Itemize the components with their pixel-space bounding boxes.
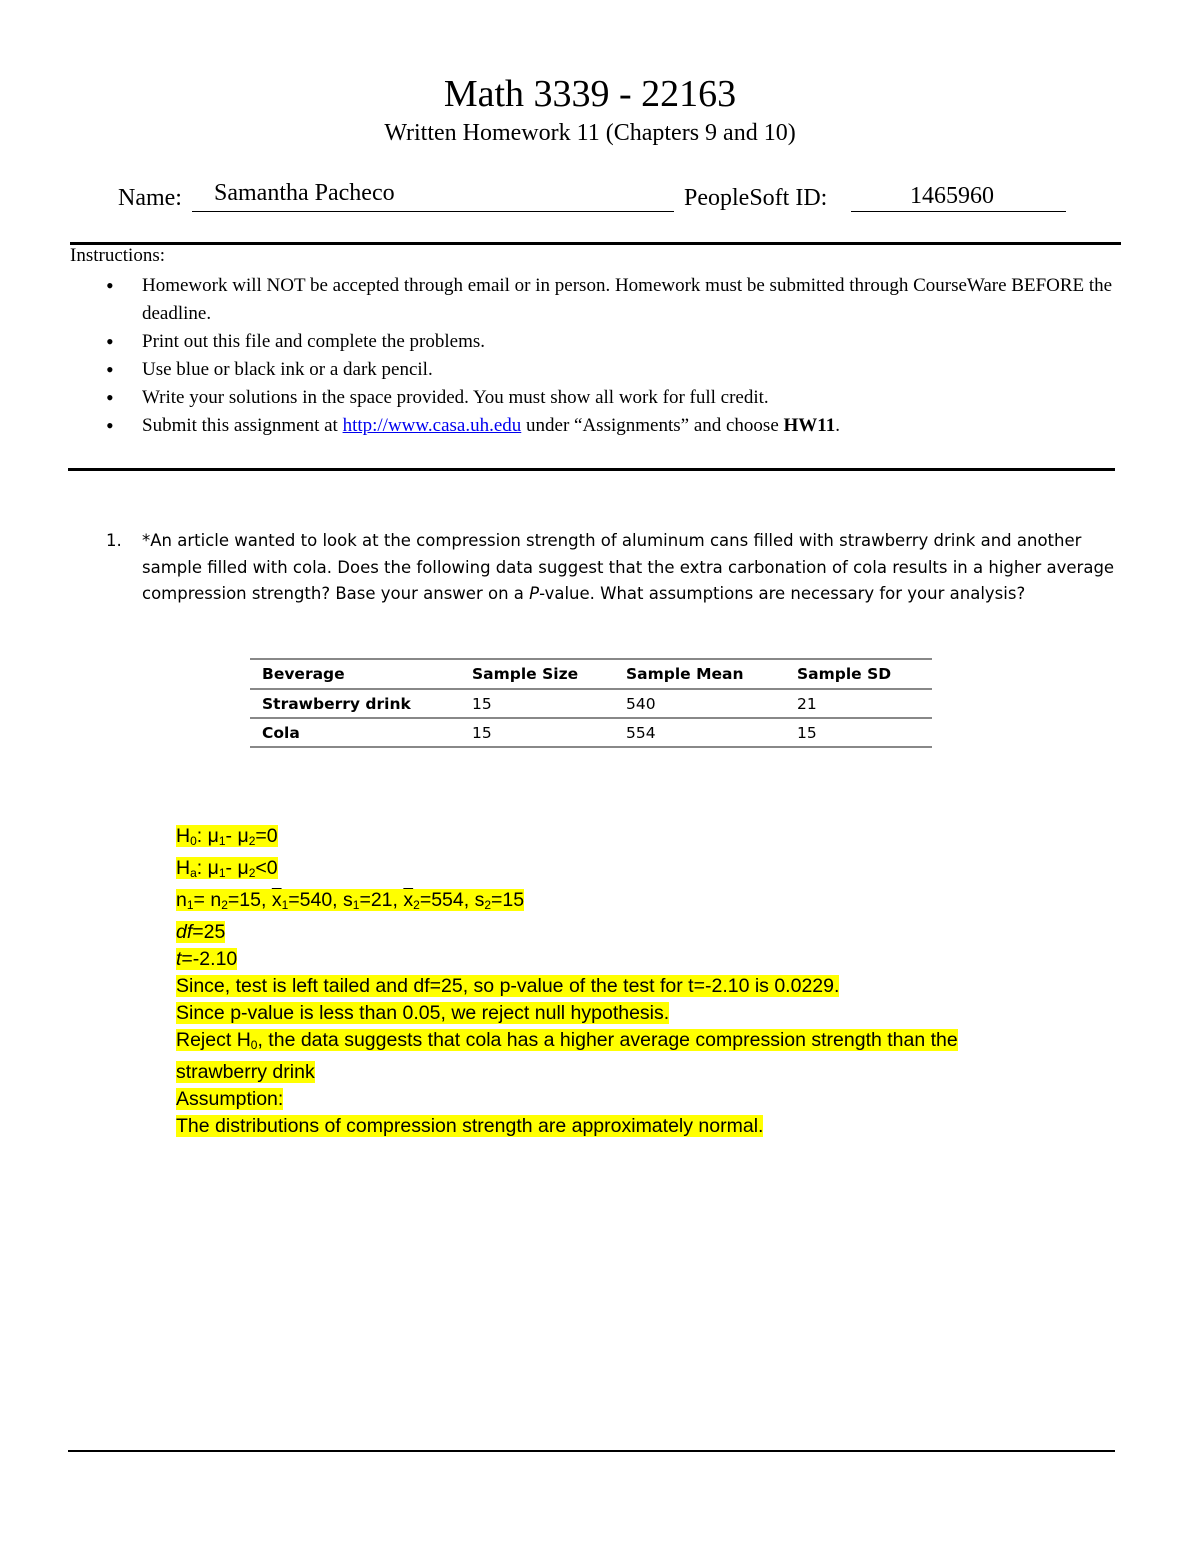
answer-sample-stats: $n_1= n_2=15$, $\overline{x}_1=540$, $s_1=21$, $\overline{x}_2=554$, $s_2=15$: [176, 889, 525, 912]
answer-decision-line: Since p-value is less than 0.05, we reject null hypothesis.: [176, 1002, 670, 1024]
peoplesoft-value: 1465960: [910, 183, 994, 209]
name-value: Samantha Pacheco: [214, 180, 395, 206]
table-cell: 21: [785, 689, 932, 718]
beverage-table: [250, 658, 932, 748]
submit-prefix: Submit this assignment at: [142, 415, 343, 436]
submit-suffix: .: [835, 415, 840, 436]
peoplesoft-underline: [851, 211, 1066, 212]
table-row: [250, 689, 932, 718]
question-text-a: *An article wanted to look at the compression strength of aluminum cans filled with strawberry drink and another sample filled with cola. Does the following data suggest that the extra carbonation of cola results in a higher average compression strength? Base your answer on a: [142, 531, 1115, 603]
question-1: [106, 528, 1116, 608]
instruction-item-submit: [104, 412, 1114, 440]
page-subtitle: Written Homework 11 (Chapters 9 and 10): [384, 120, 796, 146]
name-underline: [192, 211, 674, 212]
submit-hw-code: HW11: [783, 415, 836, 436]
answer-assumption-text: The distributions of compression strength are approximately normal.: [176, 1115, 764, 1137]
table-header: Sample SD: [785, 659, 932, 689]
question-number: 1.: [106, 531, 122, 550]
table-cell: Cola: [250, 718, 460, 747]
table-cell: 15: [460, 689, 614, 718]
bottom-instructions-divider: [68, 468, 1115, 471]
answer-conclusion-cont: strawberry drink: [176, 1061, 315, 1083]
table-cell: 15: [460, 718, 614, 747]
table-cell: 15: [785, 718, 932, 747]
table-header: Beverage: [250, 659, 460, 689]
answer-conclusion: Reject $H_0$, the data suggests that cola has a higher average compression strength than the: [176, 1029, 958, 1052]
instruction-item: • Homework will NOT be accepted through email or in person. Homework must be submitted through CourseWare BEFORE the deadline.: [104, 272, 1114, 328]
answer-t: t=-2.10: [176, 948, 238, 970]
top-divider: [70, 242, 1121, 245]
table-header-row: [250, 659, 932, 689]
table-cell: 554: [614, 718, 785, 747]
question-text-b: -value. What assumptions are necessary for your analysis?: [539, 584, 1026, 603]
instruction-item: • Write your solutions in the space provided. You must show all work for full credit.: [104, 384, 1114, 412]
instruction-item: • Use blue or black ink or a dark pencil.: [104, 356, 1114, 384]
question-text: [142, 528, 1116, 608]
answer-block: [176, 823, 958, 1140]
footer-divider: [68, 1450, 1115, 1452]
table-header: Sample Mean: [614, 659, 785, 689]
table-row: [250, 718, 932, 747]
peoplesoft-label: PeopleSoft ID:: [684, 185, 828, 211]
table-header: Sample Size: [460, 659, 614, 689]
answer-ha: $H_a$: $\mu_1-$ $\mu_2<0$: [176, 857, 278, 880]
casa-link[interactable]: http://www.casa.uh.edu: [342, 415, 522, 436]
answer-h0: $H_0$: $\mu_1-$ $\mu_2=0$: [176, 825, 278, 848]
question-text-p: P: [529, 584, 540, 603]
table-cell: Strawberry drink: [250, 689, 460, 718]
answer-df: df=25: [176, 921, 226, 943]
name-label: Name:: [118, 185, 182, 211]
page-title: Math 3339 - 22163: [443, 73, 737, 115]
submit-middle: under “Assignments” and choose: [521, 415, 784, 436]
answer-assumption-label: Assumption:: [176, 1088, 284, 1110]
table-cell: 540: [614, 689, 785, 718]
instructions-heading: Instructions:: [70, 245, 165, 266]
answer-pvalue-line: Since, test is left tailed and df=25, so p-value of the test for t=-2.10 is 0.0229.: [176, 975, 840, 997]
instructions-list: [104, 272, 1114, 440]
instruction-item: • Print out this file and complete the problems.: [104, 328, 1114, 356]
